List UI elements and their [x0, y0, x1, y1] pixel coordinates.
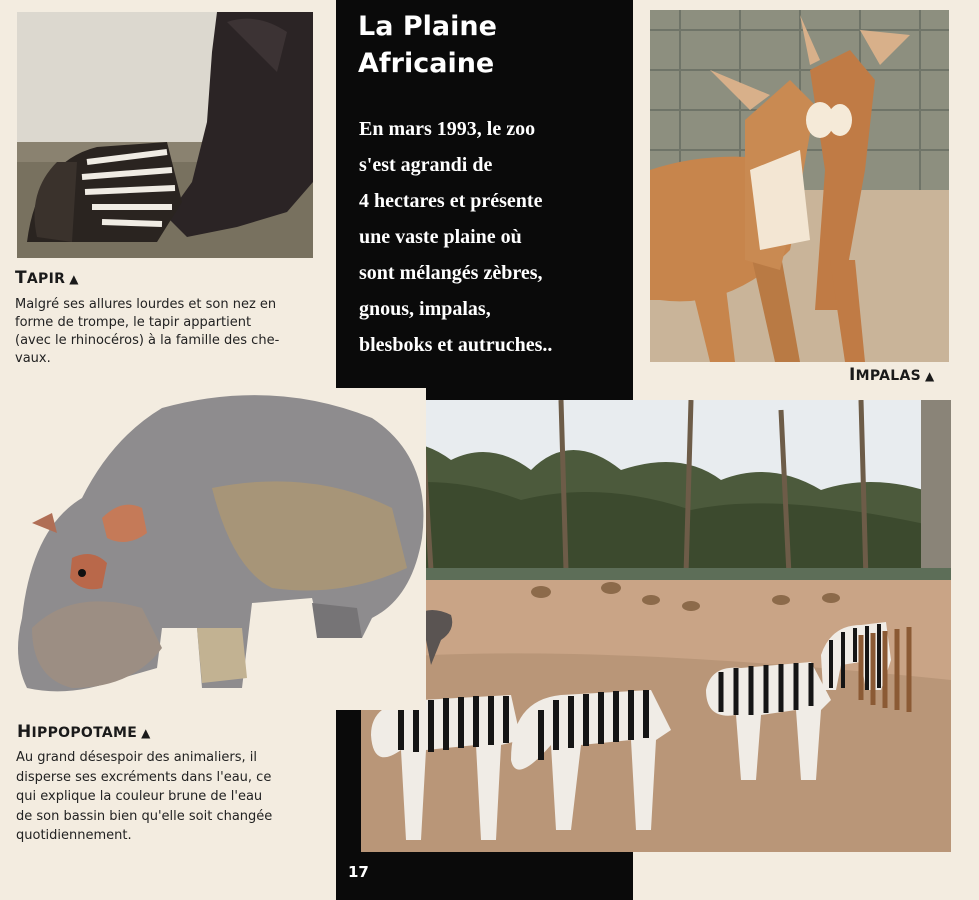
plain-zebras-photo — [361, 400, 951, 852]
page-number: 17 — [348, 863, 369, 881]
hippopotame-caption-title: HIPPOPOTAME ▲ — [17, 722, 151, 742]
section-title: La Plaine Africaine — [358, 11, 497, 79]
tapir-caption-text: Malgré ses allures lourdes et son nez en forme de trompe, le tapir appartient (avec le rhinocéros) à la famille des che- vaux. — [15, 297, 280, 366]
tapir-photo — [17, 12, 313, 258]
intro-text: En mars 1993, le zoo s'est agrandi de 4 hectares et présente une vaste plaine où sont mélangés zèbres, gnous, impalas, blesboks et autruches.. — [359, 118, 553, 356]
hippopotame-photo — [12, 388, 426, 710]
hippopotame-caption-text: Au grand désespoir des animaliers, il disperse ses excréments dans l'eau, ce qui explique la couleur brune de l'eau de son bassin bien qu'elle soit changée quotidiennement. — [16, 750, 273, 843]
triangle-up-icon: ▲ — [925, 369, 935, 383]
impalas-photo — [650, 10, 949, 362]
triangle-up-icon: ▲ — [69, 272, 79, 286]
tapir-caption-title: TAPIR ▲ — [15, 268, 79, 288]
impalas-caption-title: IMPALAS ▲ — [849, 365, 935, 385]
triangle-up-icon: ▲ — [141, 726, 151, 740]
